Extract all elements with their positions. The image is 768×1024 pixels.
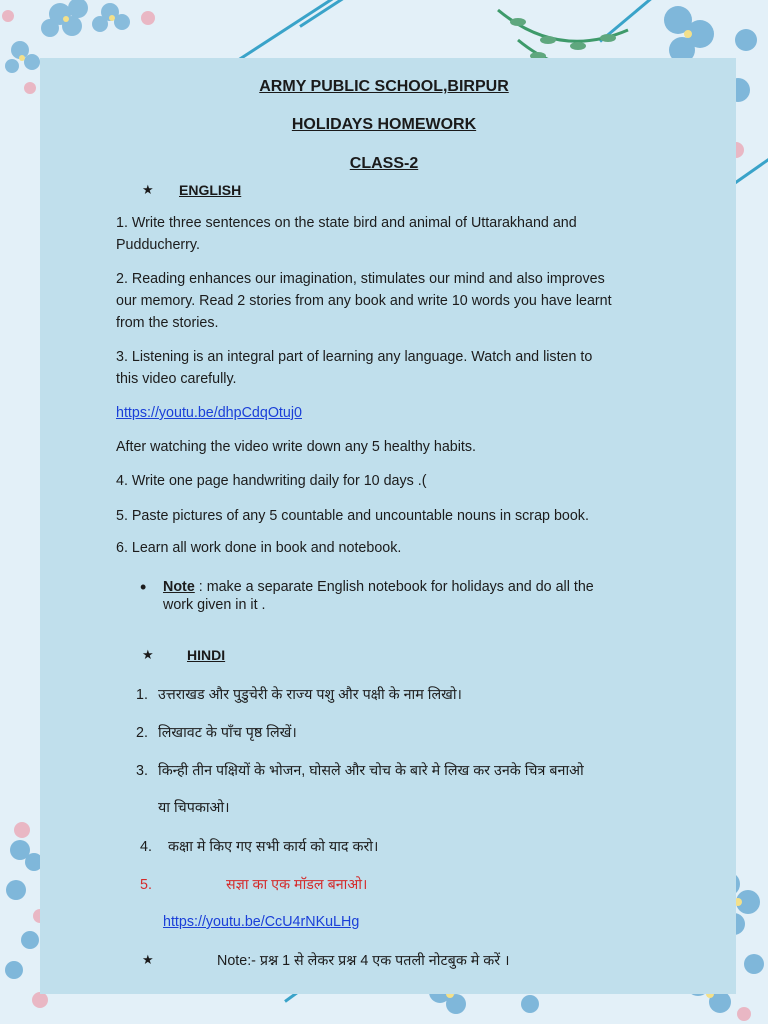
english-item-2-cont: our memory. Read 2 stories from any book and write 10 words you have learnt bbox=[116, 293, 612, 309]
hindi-item-2-number: 2. bbox=[136, 725, 148, 741]
english-after-video: After watching the video write down any 5 healthy habits. bbox=[116, 439, 477, 455]
star-bullet-icon: ★ bbox=[142, 647, 154, 662]
hindi-item-1: उत्तराखड और पुडुचेरी के राज्य पशु और पक्षी के नाम लिखो। bbox=[158, 687, 462, 703]
hindi-item-5-number: 5. bbox=[140, 877, 152, 893]
hindi-item-4: कक्षा मे किए गए सभी कार्य को याद करो। bbox=[168, 839, 379, 855]
english-item-6: 6. Learn all work done in book and notebook. bbox=[116, 540, 402, 556]
hindi-item-4-number: 4. bbox=[140, 839, 152, 855]
english-item-1-cont: Pudducherry. bbox=[116, 237, 200, 253]
english-heading: ENGLISH bbox=[179, 182, 242, 198]
english-item-4: 4. Write one page handwriting daily for 10 days .( bbox=[116, 473, 427, 489]
english-item-5: 5. Paste pictures of any 5 countable and uncountable nouns in scrap book. bbox=[116, 508, 589, 524]
english-video-link[interactable]: https://youtu.be/dhpCdqOtuj0 bbox=[116, 405, 302, 421]
english-item-3-cont: this video carefully. bbox=[116, 371, 237, 387]
note-label: Note bbox=[163, 579, 195, 595]
hindi-item-5: सज्ञा का एक मॉडल बनाओ। bbox=[226, 877, 368, 893]
hindi-heading: HINDI bbox=[187, 647, 226, 663]
note-text: : make a separate English notebook for holidays and do all the bbox=[194, 579, 594, 595]
hindi-item-1-number: 1. bbox=[136, 687, 148, 703]
star-bullet-icon: ★ bbox=[142, 182, 154, 197]
note-bullet-icon: • bbox=[140, 577, 147, 597]
english-item-3: 3. Listening is an integral part of learning any language. Watch and listen to bbox=[116, 349, 593, 365]
hindi-video-link[interactable]: https://youtu.be/CcU4rNKuLHg bbox=[163, 914, 360, 930]
page-title: HOLIDAYS HOMEWORK bbox=[291, 116, 477, 133]
hindi-note: Note:- प्रश्न 1 से लेकर प्रश्न 4 एक पतली नोटबुक मे करें । bbox=[217, 953, 510, 969]
school-name: ARMY PUBLIC SCHOOL,BIRPUR bbox=[259, 78, 509, 95]
english-note-cont: work given in it . bbox=[163, 597, 266, 613]
star-bullet-icon: ★ bbox=[142, 952, 154, 967]
hindi-item-3: किन्ही तीन पक्षियों के भोजन, घोसले और चोच के बारे मे लिख कर उनके चित्र बनाओ bbox=[158, 763, 584, 779]
decorative-line bbox=[235, 0, 362, 63]
hindi-item-3-number: 3. bbox=[136, 763, 148, 779]
hindi-item-2: लिखावट के पाँच पृष्ठ लिखें। bbox=[158, 725, 297, 741]
class-label: CLASS-2 bbox=[349, 155, 419, 172]
hindi-item-3-cont: या चिपकाओ। bbox=[158, 800, 230, 816]
english-item-1: 1. Write three sentences on the state bird and animal of Uttarakhand and bbox=[116, 215, 577, 231]
english-item-2-cont: from the stories. bbox=[116, 315, 219, 331]
english-item-2: 2. Reading enhances our imagination, stimulates our mind and also improves bbox=[116, 271, 605, 287]
